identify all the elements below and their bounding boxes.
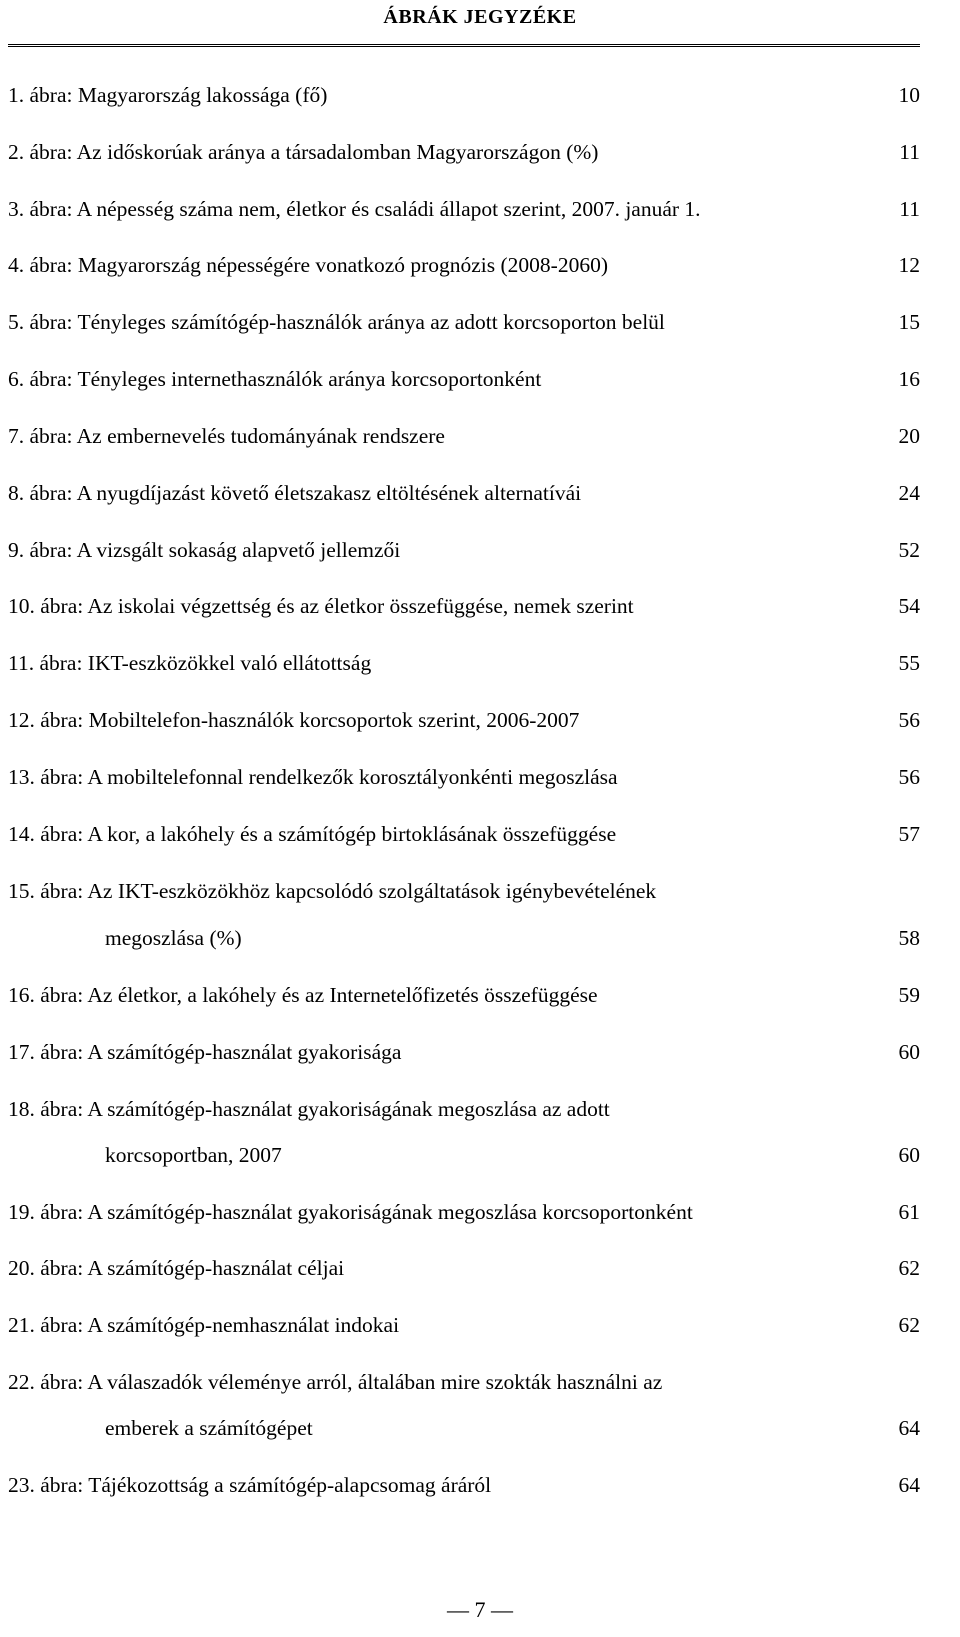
toc-entry-18 bbox=[8, 1094, 920, 1124]
toc-entry-label: 13. ábra: A mobiltelefonnal rendelkezők korosztályonkénti megoszlása bbox=[8, 765, 618, 789]
toc-entry-label: 3. ábra: A népesség száma nem, életkor és családi állapot szerint, 2007. január 1. bbox=[8, 197, 701, 221]
toc-entry-label: 23. ábra: Tájékozottság a számítógép-alapcsomag áráról bbox=[8, 1473, 492, 1497]
toc-entry-label: 14. ábra: A kor, a lakóhely és a számítógép birtoklásának összefüggése bbox=[8, 822, 617, 846]
toc-entry-page: 12 bbox=[898, 253, 920, 277]
toc-entry-page: 16 bbox=[898, 367, 920, 391]
toc-entry-page: 11 bbox=[899, 140, 920, 164]
toc-entry-label: 1. ábra: Magyarország lakossága (fő) bbox=[8, 83, 328, 107]
toc-entry-8 bbox=[8, 478, 920, 508]
toc-entry-19 bbox=[8, 1197, 920, 1227]
toc-entry-page: 56 bbox=[898, 708, 920, 732]
toc-entry-page: 56 bbox=[898, 765, 920, 789]
page-number: — 7 — bbox=[447, 1597, 513, 1622]
toc-entry-label: 8. ábra: A nyugdíjazást követő életszakasz eltöltésének alternatívái bbox=[8, 481, 582, 505]
toc-entry-label-continued: korcsoportban, 2007 bbox=[105, 1143, 282, 1167]
toc-entry-page: 61 bbox=[898, 1200, 920, 1224]
toc-entry-label: 11. ábra: IKT-eszközökkel való ellátottság bbox=[8, 651, 372, 675]
toc-entry-9 bbox=[8, 535, 920, 565]
title-divider bbox=[8, 44, 920, 47]
toc-entry-page: 64 bbox=[898, 1416, 920, 1440]
toc-entry-label: 9. ábra: A vizsgált sokaság alapvető jellemzői bbox=[8, 538, 401, 562]
toc-entry-page: 58 bbox=[898, 926, 920, 950]
toc-entry-23 bbox=[8, 1470, 920, 1500]
toc-entry-label: 10. ábra: Az iskolai végzettség és az életkor összefüggése, nemek szerint bbox=[8, 594, 634, 618]
toc-entry-label: 22. ábra: A válaszadók véleménye arról, általában mire szokták használni az bbox=[8, 1370, 663, 1394]
toc-entry-label: 17. ábra: A számítógép-használat gyakorisága bbox=[8, 1040, 402, 1064]
toc-entry-label: 19. ábra: A számítógép-használat gyakoriságának megoszlása korcsoportonként bbox=[8, 1200, 693, 1224]
toc-entry-20 bbox=[8, 1253, 920, 1283]
toc-entry-label: 15. ábra: Az IKT-eszközökhöz kapcsolódó szolgáltatások igénybevételének bbox=[8, 879, 657, 903]
toc-entry-4 bbox=[8, 250, 920, 280]
page-title: ÁBRÁK JEGYZÉKE bbox=[383, 6, 577, 28]
toc-entry-7 bbox=[8, 421, 920, 451]
toc-entry-label: 20. ábra: A számítógép-használat céljai bbox=[8, 1256, 345, 1280]
toc-entry-page: 57 bbox=[898, 822, 920, 846]
toc-entry-label: 21. ábra: A számítógép-nemhasználat indokai bbox=[8, 1313, 400, 1337]
toc-entry-page: 20 bbox=[898, 424, 920, 448]
toc-entry-page: 62 bbox=[898, 1256, 920, 1280]
toc-entry-page: 55 bbox=[898, 651, 920, 675]
toc-entry-12 bbox=[8, 705, 920, 735]
toc-entry-10 bbox=[8, 591, 920, 621]
toc-entry-page: 54 bbox=[898, 594, 920, 618]
toc-entry-16 bbox=[8, 980, 920, 1010]
toc-entry-5 bbox=[8, 307, 920, 337]
toc-entry-11 bbox=[8, 648, 920, 678]
toc-entry-page: 60 bbox=[898, 1143, 920, 1167]
toc-entry-17 bbox=[8, 1037, 920, 1067]
toc-entry-label: 2. ábra: Az időskorúak aránya a társadalomban Magyarországon (%) bbox=[8, 140, 599, 164]
toc-entry-label: 5. ábra: Tényleges számítógép-használók aránya az adott korcsoporton belül bbox=[8, 310, 665, 334]
toc-entry-label: 6. ábra: Tényleges internethasználók aránya korcsoportonként bbox=[8, 367, 542, 391]
toc-entry-label-continued: megoszlása (%) bbox=[105, 926, 242, 950]
toc-entry-3 bbox=[8, 194, 920, 224]
toc-entry-label: 16. ábra: Az életkor, a lakóhely és az Internetelőfizetés összefüggése bbox=[8, 983, 598, 1007]
toc-entry-13 bbox=[8, 762, 920, 792]
toc-entry-22-continued bbox=[8, 1413, 920, 1443]
toc-entry-label: 4. ábra: Magyarország népességére vonatkozó prognózis (2008-2060) bbox=[8, 253, 609, 277]
toc-entry-label: 7. ábra: Az embernevelés tudományának rendszere bbox=[8, 424, 445, 448]
toc-entry-page: 64 bbox=[898, 1473, 920, 1497]
toc-entry-14 bbox=[8, 819, 920, 849]
toc-entry-page: 24 bbox=[898, 481, 920, 505]
toc-entry-21 bbox=[8, 1310, 920, 1340]
toc-entry-page: 15 bbox=[898, 310, 920, 334]
toc-entry-page: 60 bbox=[898, 1040, 920, 1064]
toc-entry-15 bbox=[8, 876, 920, 906]
toc-entry-page: 10 bbox=[898, 83, 920, 107]
toc-entry-label: 18. ábra: A számítógép-használat gyakoriságának megoszlása az adott bbox=[8, 1097, 610, 1121]
toc-entry-22 bbox=[8, 1367, 920, 1397]
toc-entry-page: 62 bbox=[898, 1313, 920, 1337]
toc-entry-page: 52 bbox=[898, 538, 920, 562]
toc-entry-2 bbox=[8, 137, 920, 167]
toc-entry-6 bbox=[8, 364, 920, 394]
toc-entry-15-continued bbox=[8, 923, 920, 953]
toc-entry-1 bbox=[8, 80, 920, 110]
toc-entry-page: 59 bbox=[898, 983, 920, 1007]
toc-entry-page: 11 bbox=[899, 197, 920, 221]
toc-entry-18-continued bbox=[8, 1140, 920, 1170]
toc-entry-label-continued: emberek a számítógépet bbox=[105, 1416, 313, 1440]
toc-entry-label: 12. ábra: Mobiltelefon-használók korcsoportok szerint, 2006-2007 bbox=[8, 708, 580, 732]
